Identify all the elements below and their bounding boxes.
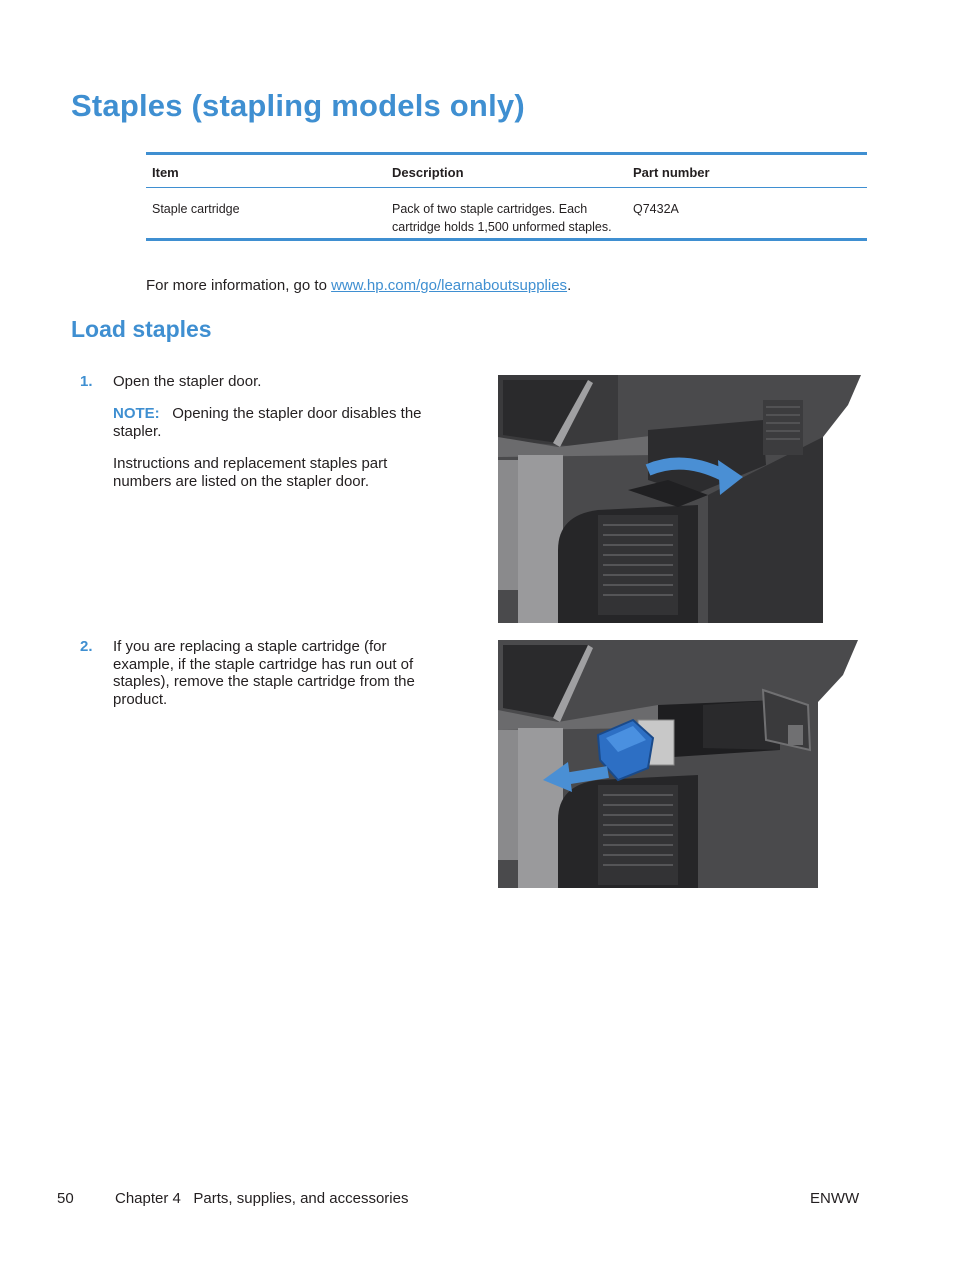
note-label: NOTE: [113, 405, 160, 422]
section-title: Load staples [71, 316, 212, 342]
page-title: Staples (stapling models only) [71, 88, 525, 123]
step-1-number: 1. [80, 373, 93, 390]
remove-staple-cartridge-illustration [498, 640, 861, 888]
step-1-note [113, 405, 433, 440]
step-2-number: 2. [80, 638, 93, 655]
more-info-suffix: . [567, 277, 572, 294]
step-2-text: If you are replacing a staple cartridge (for example, if the staple cartridge has run out of staples), remove the staple cartridge from the product. [113, 638, 415, 708]
supplies-link[interactable]: www.hp.com/go/learnaboutsupplies [331, 277, 568, 294]
table-row [146, 188, 867, 238]
cell-part-number: Q7432A [633, 202, 679, 216]
more-info-text [146, 277, 571, 295]
footer-chapter: Chapter 4 Parts, supplies, and accessories [115, 1190, 409, 1207]
step-1-extra: Instructions and replacement staples part numbers are listed on the stapler door. [113, 455, 388, 490]
note-text: Opening the stapler door disables the stapler. [113, 405, 422, 440]
footer-enww: ENWW [810, 1190, 860, 1207]
header-part-number: Part number [633, 165, 710, 180]
table-bottom-rule [146, 238, 867, 241]
header-description: Description [392, 165, 464, 180]
header-item: Item [152, 165, 179, 180]
table-header-row [146, 155, 867, 188]
page-number: 50 [57, 1190, 74, 1207]
cell-description: Pack of two staple cartridges. Each cartridge holds 1,500 unformed staples. [392, 202, 612, 234]
cell-item: Staple cartridge [152, 202, 240, 216]
open-stapler-door-illustration [498, 375, 861, 623]
step-1-text: Open the stapler door. [113, 373, 262, 390]
more-info-prefix: For more information, go to [146, 277, 332, 294]
supplies-table [146, 152, 867, 241]
